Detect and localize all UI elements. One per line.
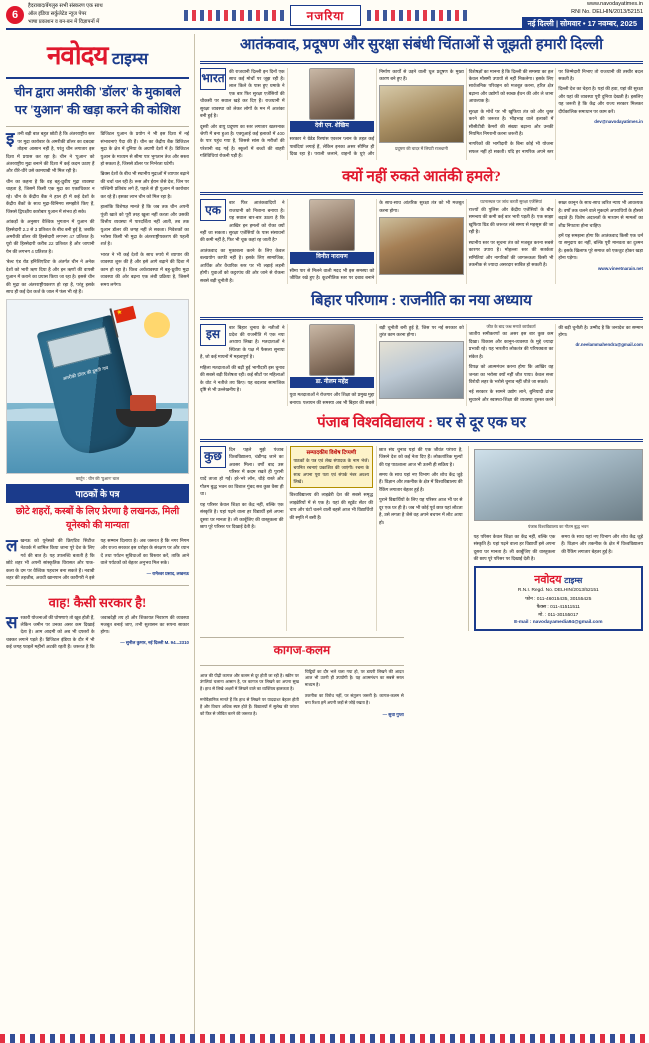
cartoon-caption: कार्टून : चीन की 'युआन' चाल [75,476,120,482]
paragraph: छात्र संघ चुनाव यहां की एक जीवंत परंपरा है, जिसने देश को कई नेता दिए हैं। लोकतांत्रिक मूल्यों की यह पाठशाला आज भी उतनी ही सक्रिय है। [379,446,463,467]
ad-title [480,572,637,587]
divider [200,192,643,195]
paragraph: राज्यों की पुलिस और केंद्रीय एजेंसियों के बीच समन्वय की कमी कई बार भारी पड़ती है। एक साझा खुफिया ग्रिड की जरूरत लंबे समय से महसूस की जा रही है। [468,207,554,235]
photo-caption: जीत के बाद जश्न मनाते कार्यकर्ता [486,323,536,329]
editorial-note-title: सम्पादकीय विशेष टिप्पणी [306,449,357,456]
paragraph: नई सरकार के सामने उद्योग लाने, बुनियादी ढांचा सुधारने और स्वास्थ्य-शिक्षा की व्यवस्था दुरुस्त करने की बड़ी चुनौती है। उम्मीद है कि जनादेश का सम्मान होगा। [468,324,643,402]
ad-phone: फोन : 011-46015435, 30155425 [525,596,592,602]
paragraph: विपक्ष को आत्ममंथन करना होगा कि आखिर वह जनता का भरोसा क्यों नहीं जीत पाया। केवल सत्ता विरोधी लहर के भरोसे चुनाव नहीं जीते जा सकते। [468,364,554,384]
publisher-ad-box [474,566,643,631]
divider [200,439,643,442]
ad-rni: R.N.I. Regd. No. DELHIN/2013/52151 [517,588,599,594]
paragraph: डिजिटल युआन के प्रयोग ने भी इस दिशा में नई संभावनाएं पैदा की हैं। चीन का केंद्रीय बैंक डिजिटल मुद्रा के क्षेत्र में दुनिया के अग्रणी देशों में है। डिजिटल युआन के माध्यम से सीमा पार भुगतान तेज और सस्ता हो सकता है, जिससे डॉलर पर निर्भरता घटेगी। [100,131,189,166]
paragraph: बार फिर आतंकवादियों ने राजधानी को निशाना बनाया है। यह सवाल बार-बार उठता है कि आखिर इन हमलों को रोका क्यों नहीं जा सकता। सुरक्षा एजेंसियों के पास संसाधनों की कमी नहीं है, फिर भी चूक कहां रह जाती है? [200,200,285,243]
article-terror-website: www.vineetnarain.net [597,265,643,271]
article-bihar-headline: बिहार परिणाम : राजनीति का नया अध्याय [311,293,532,310]
editorial-cartoon [6,299,189,474]
website-line: www.navodayatimes.in [587,0,643,7]
headline-part-blue: घर से दूर एक घर [436,415,526,432]
paragraph: 'बेल्ट एंड रोड इनिशिएटिव' के अंतर्गत चीन ने अनेक देशों को भारी ऋण दिया है और इन ऋणों की वापसी युआन में कराने का प्रयास किया जा रहा है। इससे चीन की मुद्रा का अंतरराष्ट्रीयकरण हो रहा है, परंतु इसके साथ ही कई देश कर्ज के जाल में फंस भी रहे हैं। [6,259,95,294]
masthead-left-text [28,3,178,26]
article-photo [379,217,464,275]
decorative-strip-left [184,10,284,21]
paragraph: यह परिसर केवल शिक्षा का केंद्र नहीं, बल्कि एक संस्कृति है। यहां पढ़ने वाला हर विद्यार्थी इसे अपना दूसरा घर मानता है। ली कार्बूजिए की वास्तुकला की छाप पूरे परिसर पर दिखाई देती है। [200,501,284,530]
letter2-headline: वाह! कैसी सरकार है! [48,594,147,610]
article-terror-kicker: एक [200,199,226,221]
author-photo [309,68,355,120]
author-block [290,199,375,264]
author-photo [309,324,355,376]
column-divider [194,34,195,1034]
ship-label: अमरीकी डॉलर की डूबती नाव [62,365,109,382]
photo-caption: प्रदूषण की चादर में लिपटी राजधानी [395,146,448,152]
letter1-signature: — रामेश्वर प्रसाद, लखनऊ [146,570,189,576]
column-divider [468,446,469,631]
article-bihar-kicker: इस [200,324,226,346]
masthead-left-line1: हैदराबाद/बेंगलुरु सभी संस्करण एक साथ [28,3,103,10]
china-flag-icon [114,306,137,323]
page-number-badge: 6 [6,6,24,24]
paragraph: सुरक्षा के मोर्चे पर भी खुफिया तंत्र को और चुस्त करने की जरूरत है। भीड़भाड़ वाले इलाकों में सीसीटीवी कैमरों की संख्या बढ़ाना और उनकी नियमित निगरानी करना जरूरी है। [468,108,554,136]
ad-email: E-mail : navodayamedia94@gmail.com [514,619,603,625]
section-title: नजरिया [290,5,362,26]
rni-line: RNI No. DELHIN/2013/52151 [571,8,643,15]
university-photo [474,449,643,521]
bottom-decorative-strip [0,1034,649,1043]
author-block [290,324,375,389]
article-kagaz-headline: कागज-कलम [273,642,331,657]
letter1-body [6,537,189,582]
article-kagaz-kalam [200,637,404,722]
author-name: विनीत नारायण [290,252,375,264]
paragraph: सरकार ने ग्रेडेड रिस्पांस एक्शन प्लान के तहत कई पाबंदियां लगाई हैं, लेकिन इनका असर सीमित ही दिख रहा है। पराली जलाने, वाहनों के धुएं और निर्माण कार्यों से उड़ने वाली धूल प्रदूषण के मुख्य कारण बने हुए हैं। [289,68,464,157]
newspaper-logo [6,34,189,75]
paragraph: विशेषज्ञों का मानना है कि दिल्ली की समस्या का हल केवल मौसमी उपायों से नहीं निकलेगा। इसके लिए सार्वजनिक परिवहन को मजबूत करना, हरित क्षेत्र बढ़ाना और उद्योगों को स्वच्छ ईंधन की ओर ले जाना आवश्यक है। [468,68,554,104]
ad-title-sub: टाइम्स [564,576,583,586]
article-bihar [200,290,643,406]
author-name: डा. नीलम महेंद्र [290,377,375,389]
article-kagaz-body [200,669,404,722]
article-university-kicker: कुछ [200,446,226,468]
paragraph: दूसरी ओर वायु प्रदूषण का स्तर लगातार खतरनाक श्रेणी में बना हुआ है। एक्यूआई कई इलाकों में 400 के पार पहुंच गया है, जिससे सांस के मरीजों की परेशानी बढ़ गई है। स्कूलों में बच्चों की बाहरी गतिविधियां रोकनी पड़ी हैं। [200,123,285,159]
paragraph: इतनी बड़ी बात बहुत छोटी है कि अंतरराष्ट्रीय स्तर पर मुद्रा कारोबार के अमरीकी डॉलर का दबदबा तोड़ना आसान नहीं है, परंतु चीन लगातार इस दिशा में प्रयास कर रहा है। चीन ने 'युआन' को अंतरराष्ट्रीय मुद्रा बनाने की दिशा में कई कदम उठाए हैं और धीरे-धीरे उसे कामयाबी भी मिल रही है। [6,129,95,174]
paragraph: आतंकवाद का मुकाबला करने के लिए केवल बलप्रयोग काफी नहीं है। इसके लिए सामाजिक, आर्थिक और वैचारिक स्तर पर भी लड़ाई लड़नी होगी। युवाओं को कट्टरपंथ की ओर जाने से रोकना सबसे बड़ी चुनौती है। [200,247,285,283]
article-delhi-kicker: भारत [200,68,226,90]
letter1-headline: छोटे शहरों, कस्बों के लिए प्रेरणा है लखनऊ, मिली यूनेस्को की मान्यता [15,507,180,532]
article-terror-headline: क्यों नहीं रुकते आतंकी हमले? [342,168,501,185]
paragraph: मनोवैज्ञानिक मानते हैं कि हाथ से लिखने पर याददाश्त बेहतर होती है और विचार अधिक स्पष्ट होते हैं। विद्यालयों में सुलेख की परंपरा को फिर से जीवित करने की जरूरत है। [200,697,299,716]
edition-date: नई दिल्ली | सोमवार • 17 नवम्बर, 2025 [522,17,643,30]
paragraph: विश्वविद्यालय की लाइब्रेरी देश की सबसे समृद्ध लाइब्रेरियों में से एक है। यहां की स्टूडेंट सेंटर की चाय और घंटों चलने वाली बहसें आज भी विद्यार्थियों की स्मृति में बसी हैं। [289,492,374,520]
paragraph: लखनऊ को यूनेस्को की क्रिएटिव सिटीज नेटवर्क में शामिल किया जाना पूरे देश के लिए गर्व की बात है। यह उपलब्धि बताती है कि छोटे शहर भी अपनी सांस्कृतिक विरासत और पाक-कला के दम पर वैश्विक पहचान बना सकते हैं। नवाबी शहर की तहजीब, अवधी खानपान और कारीगरी ने इसे यह सम्मान दिलाया है। अब जरूरत है कि नगर निगम और राज्य सरकार इस धरोहर के संरक्षण पर और ध्यान दें तथा पर्यटन सुविधाओं का विस्तार करें, ताकि आने वाले पर्यटकों को बेहतर अनुभव मिल सके। [6,535,189,581]
article-university-body [200,446,463,631]
masthead-left-line2: ऑल इंडिया सर्कुलेटेड न्यूज पेपर [28,11,87,18]
lead-headline: चीन द्वारा अमरीकी 'डॉलर' के मुकाबले पर 'युआन' की खड़ा करने की कोशिश [14,85,181,118]
university-extra-body [474,533,643,563]
divider [6,126,189,127]
logo-primary: नवोदय [46,41,108,70]
university-right-block [474,446,643,631]
paragraph: स्थानीय स्तर पर सूचना तंत्र को मजबूत करना सबसे कारगर उपाय है। मोहल्ला स्तर की सतर्कता समितियां और नागरिकों की जागरूकता किसी भी तकनीक से ज्यादा असरदार साबित हो सकती है। [468,239,554,268]
paragraph: नागरिकों की भागीदारी के बिना कोई भी योजना सफल नहीं हो सकती। यदि हर नागरिक अपने स्तर पर जिम्मेदारी निभाए तो राजधानी की तस्वीर बदल सकती है। [468,68,643,154]
paragraph: सरकारी योजनाओं की घोषणाएं तो खूब होती हैं, लेकिन जमीन पर उनका असर कम दिखाई देता है। आम आदमी को अब भी दफ्तरों के चक्कर लगाने पड़ते हैं। डिजिटल इंडिया के दौर में भी कई जगह फाइलें महीनों अटकी रहती हैं। जरूरत है कि जवाबदेही तय हो और शिकायत निवारण की व्यवस्था मजबूत बनाई जाए, तभी सुशासन का सपना साकार होगा। [6,612,189,650]
paragraph: चीन का कहना है कि वह बहु-ध्रुवीय मुद्रा व्यवस्था चाहता है, जिसमें किसी एक मुद्रा का एकाधिकार न रहे। चीन के केंद्रीय बैंक ने हाल ही में कई देशों के केंद्रीय बैंकों के साथ मुद्रा-विनिमय समझौते किए हैं, जिससे द्विपक्षीय कारोबार युआन में संभव हो सके। [6,178,95,214]
paragraph: आज की पीढ़ी कागज और कलम से दूर होती जा रही है। स्क्रीन पर उंगलियां चलाना आसान है, पर कागज पर लिखने का अपना सुख है। हाथ से लिखे अक्षरों में लिखने वाले का व्यक्तित्व झलकता है। [200,672,299,692]
paragraph: पुराने विद्यार्थियों के लिए यह परिसर आज भी घर से दूर एक घर ही है। जब भी कोई पूर्व छात्र यहां लौटता है, उसे लगता है जैसे वह अपने बचपन में लौट आया हो। [379,497,463,525]
article-terror [200,166,643,284]
editorial-note-box [290,446,374,489]
masthead [6,0,643,30]
paragraph: तकनीक का विरोध नहीं, पर संतुलन जरूरी है। कागज-कलम से बना रिश्ता हमें अपनी जड़ों से जोड़े रखता है। [304,692,404,705]
article-photo [379,85,464,143]
paragraph: सख्त कानून के साथ-साथ त्वरित न्याय भी आवश्यक है। वर्षों तक चलने वाले मुकदमे अपराधियों के हौसले बढ़ाते हैं। विशेष अदालतों के माध्यम से मामलों का शीघ्र निपटारा होना चाहिए। [558,200,643,228]
photo-caption: घटनास्थल पर जांच करती सुरक्षा एजेंसियां [480,199,542,205]
paragraph: आंकड़ों के अनुसार वैश्विक भुगतान में युआन की हिस्सेदारी 2.2 से 3 प्रतिशत के बीच बनी हुई है, जबकि अमरीकी डॉलर की हिस्सेदारी लगभग 47 प्रतिशत है। यूरो की हिस्सेदारी करीब 22 प्रतिशत है और जापानी येन की लगभग 4 प्रतिशत है। [6,219,95,254]
paragraph: समय के साथ यहां नए विभाग और शोध केंद्र जुड़े हैं। विज्ञान और तकनीक के क्षेत्र में विश्वविद्यालय की रैंकिंग लगातार बेहतर हुई है। [379,471,463,492]
article-bihar-email: dr.neelammahendra@gmail.com [575,342,643,348]
boat-shape [116,409,172,427]
logo-secondary: टाइम्स [111,51,149,68]
headline-part-red: पंजाब विश्वविद्यालय : [317,415,434,432]
paragraph: ब्रिक्स देशों के बीच भी स्थानीय मुद्राओं में व्यापार बढ़ाने की चर्चा चल रही है। रूस और ईरान जैसे देश, जिन पर पश्चिमी प्रतिबंध लगे हैं, पहले से ही युआन में कारोबार कर रहे हैं। इसका लाभ चीन को मिल रहा है। [100,171,189,199]
article-terror-body [200,199,643,284]
letter2-signature: — सुनील कुमार, नई दिल्ली M. 94...2310 [120,639,189,645]
ad-title-main: नवोदय [534,574,562,587]
paragraph: बार बिहार चुनाव के नतीजों ने प्रदेश की राजनीति में एक नया अध्याय लिखा है। मतदाताओं ने स्थिरता के पक्ष में फैसला सुनाया है, जो कई मायनों में महत्वपूर्ण है। [200,324,285,360]
article-kagaz-signature: — सुधा गुप्ता [382,711,404,717]
divider [200,61,643,64]
article-photo [379,341,464,399]
author-name: देवी एन. शेखिम [290,121,375,133]
divider [6,585,189,586]
letter2-body [6,614,189,651]
author-photo [309,199,355,251]
sun-icon [144,312,170,338]
article-university-headline [200,412,643,437]
divider [200,317,643,320]
paragraph: समय के साथ यहां नए विभाग और शोध केंद्र जुड़े हैं। विज्ञान और तकनीक के क्षेत्र में विश्वविद्यालय की रैंकिंग लगातार बेहतर हुई है। [561,533,643,554]
paragraph: हालांकि विशेषज्ञ मानते हैं कि जब तक चीन अपनी पूंजी खाते को पूरी तरह खुला नहीं करता और उसकी वित्तीय व्यवस्था में पारदर्शिता नहीं आती, तब तक युआन डॉलर की जगह नहीं ले सकता। निवेशकों का भरोसा किसी भी मुद्रा के अंतरराष्ट्रीयकरण की पहली शर्त है। [100,204,189,247]
article-university [200,412,643,631]
article-delhi-body [200,68,643,160]
divider [6,77,189,79]
paragraph: हमें यह समझना होगा कि आतंकवाद किसी एक धर्म या समुदाय का नहीं, बल्कि पूरी मानवता का दुश्मन है। इसके खिलाफ पूरे समाज को एकजुट होकर खड़ा होना पड़ेगा। [558,233,643,261]
paragraph: चिट्ठियों का दौर भले चला गया हो, पर डायरी लिखने की आदत आज भी उतनी ही उपयोगी है। यह आत्ममंथन का सबसे सरल माध्यम है। [304,668,404,687]
ad-fax: फैक्स : 011-41511511 [536,604,580,610]
paragraph: दिल्ली देश का चेहरा है। यहां की हवा, यहां की सुरक्षा और यहां की व्यवस्था पूरी दुनिया देखती है। इसलिए यह जरूरी है कि केंद्र और राज्य सरकार मिलकर दीर्घकालिक समाधान पर काम करें। [558,86,643,114]
paragraph: दिन पहले मुझे पंजाब विश्वविद्यालय, चंडीगढ़ जाने का अवसर मिला। वर्षों बाद उस परिसर में कदम रखते ही पुरानी यादें ताजा हो गईं। हरे-भरे लॉन, चौड़े रास्ते और गौतम बुद्ध भवन का विशाल गुंबद सब कुछ वैसा ही था। [200,446,284,497]
article-delhi [200,34,643,160]
paragraph: की राजधानी दिल्ली इन दिनों एक साथ कई मोर्चों पर जूझ रही है। लाल किले के पास हुए धमाके ने एक बार फिर सुरक्षा एजेंसियों की चौकसी पर सवाल खड़े कर दिए हैं। राजधानी में सुरक्षा व्यवस्था को लेकर लोगों के मन में आशंका बनी हुई है। [200,68,285,119]
article-delhi-headline: आतंकवाद, प्रदूषण और सुरक्षा संबंधी चिंताओं से जूझती हमारी दिल्ली [239,37,604,53]
paragraph: भारत ने भी कई देशों के साथ रुपये में व्यापार की व्यवस्था शुरू की है और इसे आगे बढ़ाने की दिशा में काम हो रहा है। विश्व अर्थव्यवस्था में बहु-ध्रुवीय मुद्रा व्यवस्था की ओर बढ़ना एक लंबी प्रक्रिया है, जिसमें समय लगेगा। [100,251,189,287]
divider [200,665,404,666]
paragraph: युवा मतदाताओं ने रोजगार और शिक्षा को प्रमुख मुद्दा बनाया। पलायन की समस्या अब भी बिहार की सबसे बड़ी चुनौती बनी हुई है, जिस पर नई सरकार को तुरंत काम करना होगा। [289,324,464,405]
paragraph: महिला मतदाताओं की बढ़ी हुई भागीदारी इस चुनाव की सबसे बड़ी विशेषता रही। कई सीटों पर महिलाओं के वोट ने नतीजे तय किए। यह बदलाव सामाजिक दृष्टि से भी उल्लेखनीय है। [200,364,285,393]
right-area [200,34,643,1034]
paragraph: यह परिसर केवल शिक्षा का केंद्र नहीं, बल्कि एक संस्कृति है। यहां पढ़ने वाला हर विद्यार्थी इसे अपना दूसरा घर मानता है। ली कार्बूजिए की वास्तुकला की छाप पूरे परिसर पर दिखाई देती है। [473,533,556,561]
article-delhi-email: dev@navodayatimes.in [594,119,643,125]
readers-letters-band: पाठकों के पत्र [6,484,189,503]
paragraph: जातीय समीकरणों का असर इस बार कुछ कम दिखा। विकास और कानून-व्यवस्था के मुद्दे ज्यादा प्रभावी रहे। यह भारतीय लोकतंत्र की परिपक्वता का संकेत है। [468,331,554,359]
paragraph: सीमा पार से मिलने वाली मदद भी इस समस्या को जीवित रखे हुए है। कूटनीतिक स्तर पर दबाव बनाने के साथ-साथ आंतरिक सुरक्षा तंत्र को भी मजबूत करना होगा। [289,200,464,281]
lead-article-body [6,130,189,295]
masthead-right [473,0,643,30]
left-column [6,34,189,1034]
ad-mobile: मो. : 011-30155017 [538,612,579,618]
decorative-strip-right [367,10,467,21]
author-block [290,68,375,133]
masthead-left-line3: भाषा प्रकाशन व बन-बन में विज्ञापनों में [28,18,100,25]
divider [200,637,404,638]
article-bihar-body [200,324,643,407]
photo-caption: पंजाब विश्वविद्यालय का गौतम बुद्ध भवन [527,523,589,529]
editorial-note-text: पाठकों के पत्र एवं लेख संपादक के नाम भेजें। चयनित रचनाएं प्रकाशित की जाएंगी। रचना के साथ अपना पूरा पता एवं संपर्क नंबर अवश्य लिखें। [293,458,370,485]
